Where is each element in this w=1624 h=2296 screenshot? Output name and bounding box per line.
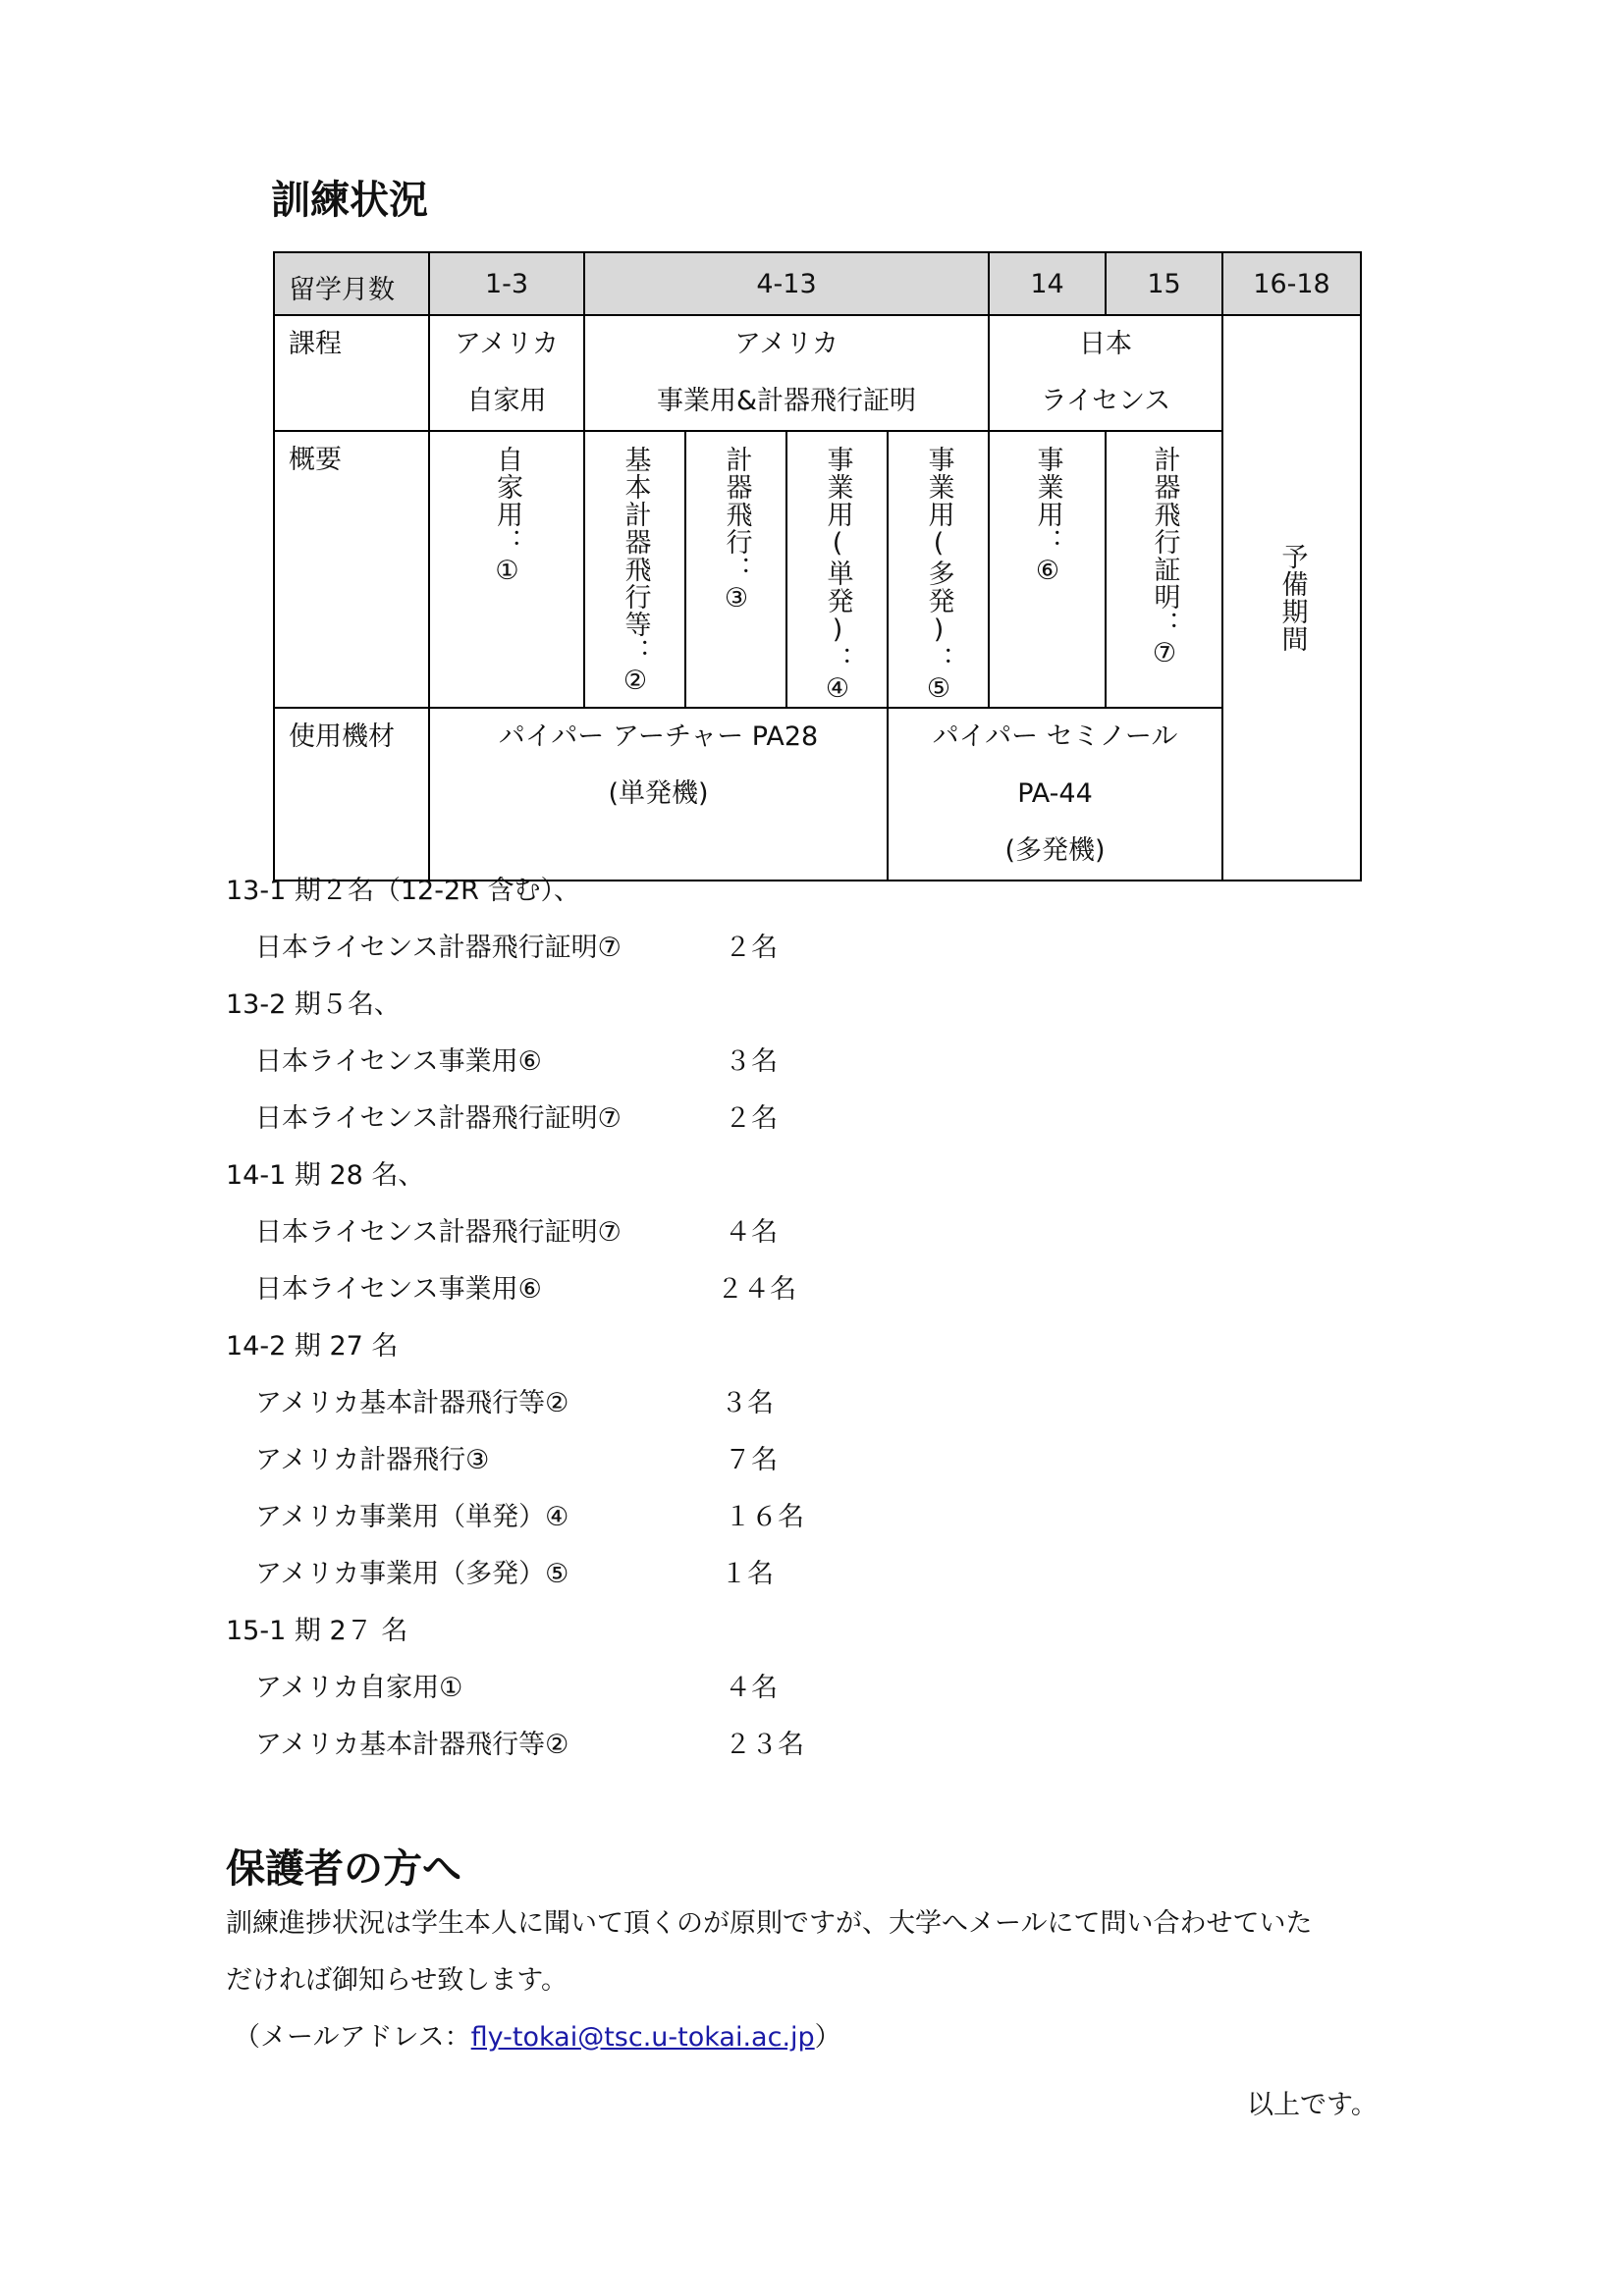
summary-cell <box>1106 431 1222 708</box>
summary-item: 計器飛行：③ <box>721 446 752 614</box>
list-item: 日本ライセンス計器飛行証明⑦ <box>255 1103 622 1134</box>
list-item-count: ２４名 <box>717 1274 796 1305</box>
equipment-multi-line1: パイパー セミノール <box>932 721 1178 752</box>
course-japan-line1: 日本 <box>1079 329 1132 359</box>
term-line: 14-2 期 27 名 <box>226 1331 399 1362</box>
reserve-period-cell <box>1222 315 1361 881</box>
reserve-period-text: 予備期間 <box>1276 543 1308 653</box>
parents-heading: 保護者の方へ <box>226 1846 461 1892</box>
list-item-count: ７名 <box>725 1445 778 1475</box>
header-months-4-13: 4-13 <box>584 252 989 315</box>
list-item: アメリカ基本計器飛行等② <box>255 1730 569 1760</box>
list-item: アメリカ基本計器飛行等② <box>255 1388 569 1418</box>
header-month-14: 14 <box>989 252 1106 315</box>
summary-item: 基本計器飛行等：② <box>620 446 651 697</box>
equipment-single-engine <box>429 708 888 881</box>
list-item: 日本ライセンス事業用⑥ <box>255 1046 542 1077</box>
course-japan-line2: ライセンス <box>1040 386 1171 416</box>
list-item: アメリカ事業用（単発）④ <box>255 1502 569 1532</box>
mail-prefix: （メールアドレス： <box>234 2022 471 2053</box>
course-usa-commercial-line1: アメリカ <box>733 329 839 359</box>
term-line: 14-1 期 28 名、 <box>226 1160 425 1191</box>
summary-item: 事業用：⑥ <box>1032 446 1063 587</box>
training-status-heading: 訓練状況 <box>271 178 428 223</box>
table-summary-row <box>274 431 1361 708</box>
list-item-count: ２名 <box>725 933 778 963</box>
list-item-count: １６名 <box>725 1502 804 1532</box>
list-item-count: ３名 <box>721 1388 774 1418</box>
equipment-label: 使用機材 <box>274 708 429 881</box>
summary-item: 計器飛行証明：⑦ <box>1149 446 1180 669</box>
training-schedule-table <box>273 251 1362 881</box>
list-item: アメリカ計器飛行③ <box>255 1445 490 1475</box>
closing-text: 以上です。 <box>1247 2090 1378 2120</box>
equipment-multi-line2: PA-44 <box>1017 778 1093 809</box>
summary-item: 自家用：① <box>492 446 522 587</box>
course-label: 課程 <box>274 315 429 431</box>
term-line: 13-1 期２名（12-2R 含む）、 <box>226 876 580 906</box>
summary-cell <box>685 431 786 708</box>
summary-cell <box>989 431 1106 708</box>
list-item-count: １名 <box>721 1559 774 1589</box>
equipment-single-line2: (単発機) <box>608 778 709 809</box>
table-header-row <box>274 252 1361 315</box>
list-item: 日本ライセンス計器飛行証明⑦ <box>255 933 622 963</box>
course-usa-private-line2: 自家用 <box>466 386 547 416</box>
summary-cell <box>584 431 685 708</box>
list-item: アメリカ自家用① <box>255 1673 463 1703</box>
header-label: 留学月数 <box>274 252 429 315</box>
equipment-single-line1: パイパー アーチャー PA28 <box>498 721 819 752</box>
parents-paragraph-line1: 訓練進捗状況は学生本人に聞いて頂くのが原則ですが、大学へメールにて問い合わせていた <box>226 1908 1313 1939</box>
header-months-16-18: 16-18 <box>1222 252 1361 315</box>
parents-paragraph-line2: だければ御知らせ致します。 <box>226 1965 568 1996</box>
course-usa-commercial <box>584 315 989 431</box>
term-line: 13-2 期５名、 <box>226 989 401 1020</box>
summary-cell <box>429 431 584 708</box>
course-japan-license <box>989 315 1222 431</box>
list-item-count: ２３名 <box>725 1730 804 1760</box>
table-equipment-row <box>274 708 1361 881</box>
header-month-15: 15 <box>1106 252 1222 315</box>
table-course-row <box>274 315 1361 431</box>
summary-cell <box>786 431 888 708</box>
email-link[interactable]: fly-tokai@tsc.u-tokai.ac.jp <box>470 2022 815 2053</box>
list-item-count: ２名 <box>725 1103 778 1134</box>
header-months-1-3: 1-3 <box>429 252 584 315</box>
list-item: 日本ライセンス計器飛行証明⑦ <box>255 1217 622 1248</box>
course-usa-private <box>429 315 584 431</box>
list-item-count: ３名 <box>725 1046 778 1077</box>
list-item-count: ４名 <box>725 1217 778 1248</box>
course-usa-commercial-line2: 事業用&計器飛行証明 <box>656 386 917 416</box>
list-item: アメリカ事業用（多発）⑤ <box>255 1559 569 1589</box>
summary-item: 事業用(単発)：④ <box>822 446 853 705</box>
list-item: 日本ライセンス事業用⑥ <box>255 1274 542 1305</box>
summary-item: 事業用(多発)：⑤ <box>923 446 954 705</box>
summary-cell <box>888 431 989 708</box>
equipment-multi-engine <box>888 708 1222 881</box>
course-usa-private-line1: アメリカ <box>454 329 560 359</box>
list-item-count: ４名 <box>725 1673 778 1703</box>
mail-suffix: ） <box>814 2022 841 2053</box>
equipment-multi-line3: (多発機) <box>1004 835 1106 866</box>
summary-label: 概要 <box>274 431 429 708</box>
contact-line <box>234 2018 841 2057</box>
term-line: 15-1 期 2７ 名 <box>226 1616 408 1646</box>
